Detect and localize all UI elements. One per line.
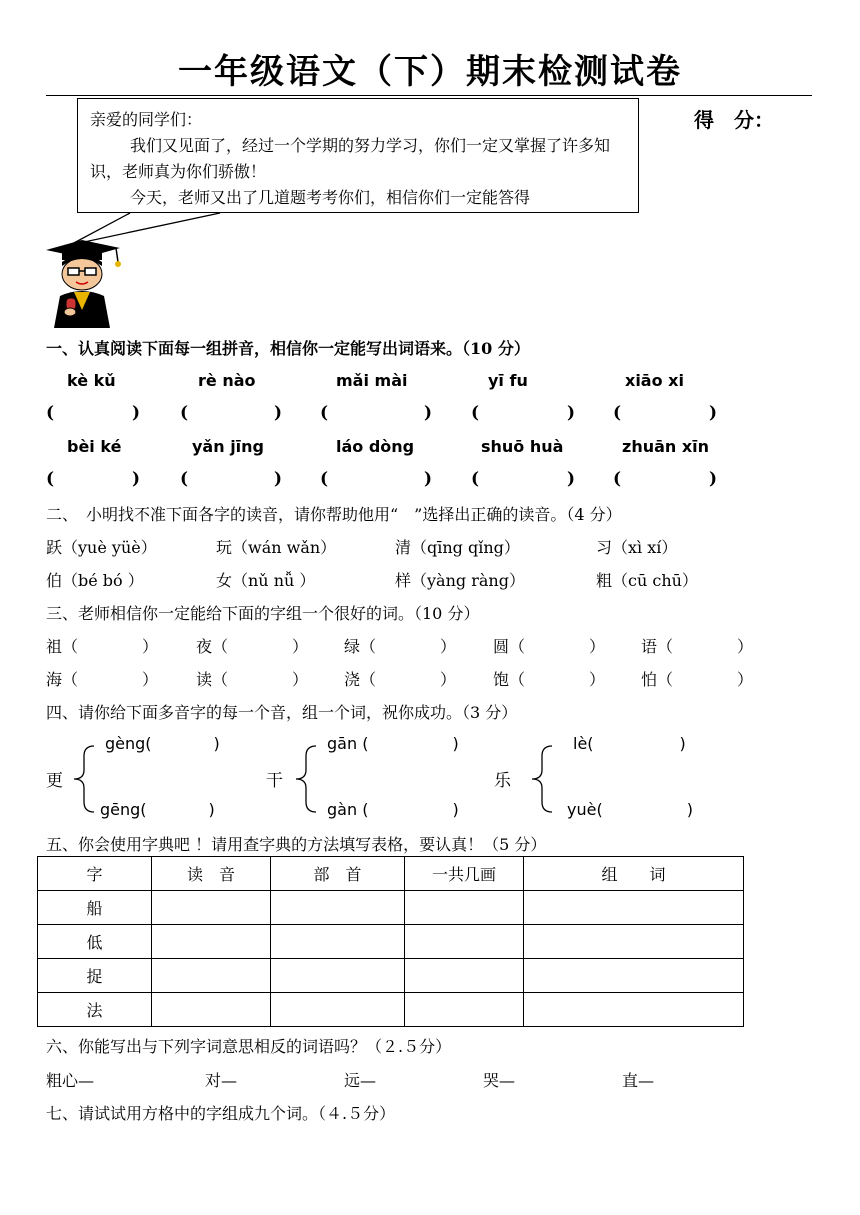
table-char-cell: 低	[38, 925, 152, 959]
answer-cell[interactable]	[524, 959, 744, 993]
s1-pinyin-6: bèi ké	[67, 437, 122, 456]
s1-pinyin-7: yǎn jīng	[192, 437, 264, 456]
answer-cell[interactable]	[271, 959, 405, 993]
s4-char-geng: 更	[46, 771, 63, 791]
s1-blank-open: (	[46, 469, 55, 489]
s4-char-gan: 干	[266, 771, 283, 791]
section4-heading: 四、请你给下面多音字的每一个音，组一个词，祝你成功。（3 分）	[46, 703, 518, 722]
brace-icon	[292, 744, 320, 814]
s2-item-7: 样（yàng ràng）	[395, 571, 525, 590]
s3-char: 海	[46, 670, 63, 689]
brace-icon	[70, 744, 98, 814]
s1-blank-open: (	[471, 403, 480, 423]
s1-blank-open: (	[180, 403, 189, 423]
s3-char: 饱	[493, 670, 510, 689]
answer-cell[interactable]	[524, 891, 744, 925]
s1-blank-open: (	[471, 469, 480, 489]
greeting-line1: 亲爱的同学们：	[90, 110, 203, 129]
s1-pinyin-5: xiāo xi	[625, 371, 684, 390]
s1-pinyin-1: kè kǔ	[67, 371, 116, 390]
s1-blank-close: )	[709, 469, 718, 489]
section6-heading: 六、你能写出与下列字词意思相反的词语吗？（２.５分）	[46, 1037, 452, 1056]
answer-cell[interactable]	[405, 993, 524, 1027]
answer-cell[interactable]	[405, 959, 524, 993]
section5-heading: 五、你会使用字典吧 ！请用查字典的方法填写表格，要认真！（5 分）	[46, 835, 547, 854]
table-header: 组 词	[524, 857, 744, 891]
teacher-cartoon-icon	[42, 236, 132, 330]
s1-blank-close: )	[567, 469, 576, 489]
table-row	[38, 993, 744, 1027]
s6-item-2: 对—	[205, 1071, 238, 1090]
s1-pinyin-8: láo dòng	[336, 437, 415, 456]
s3-char: 祖	[46, 637, 63, 656]
answer-cell[interactable]	[524, 925, 744, 959]
answer-cell[interactable]	[405, 891, 524, 925]
table-char-cell: 捉	[38, 959, 152, 993]
s4-gan-bottom: gàn (	[327, 800, 369, 819]
s6-item-4: 哭—	[483, 1071, 516, 1090]
page-title: 一年级语文（下）期末检测试卷	[178, 52, 682, 92]
s1-pinyin-4: yī fu	[488, 371, 528, 390]
answer-cell[interactable]	[271, 993, 405, 1027]
answer-cell[interactable]	[271, 891, 405, 925]
s2-item-6: 女（nǔ nǚ ）	[216, 571, 316, 590]
s1-blank-close: )	[132, 469, 141, 489]
s1-blank-open: (	[46, 403, 55, 423]
greeting-line3: 今天，老师又出了几道题考考你们，相信你们一定能答得	[130, 188, 531, 207]
s1-pinyin-2: rè nào	[198, 371, 256, 390]
s6-item-5: 直—	[622, 1071, 655, 1090]
s4-gan-top: gān (	[327, 734, 369, 753]
s3-char: 读	[196, 670, 213, 689]
s1-blank-close: )	[274, 469, 283, 489]
s3-char: 圆	[493, 637, 510, 656]
s6-item-3: 远—	[344, 1071, 377, 1090]
s1-blank-open: (	[613, 403, 622, 423]
s1-blank-close: )	[424, 403, 433, 423]
s3-char: 语	[641, 637, 658, 656]
table-char-cell: 船	[38, 891, 152, 925]
s1-blank-open: (	[180, 469, 189, 489]
s2-item-3: 清（qīng qǐng）	[395, 538, 520, 557]
table-row	[38, 959, 744, 993]
answer-cell[interactable]	[152, 993, 271, 1027]
table-char-cell: 法	[38, 993, 152, 1027]
table-header: 部 首	[271, 857, 405, 891]
s2-item-1: 跃（yuè yüè）	[46, 538, 157, 557]
s1-pinyin-10: zhuān xīn	[622, 437, 710, 456]
s2-item-8: 粗（cū chū）	[596, 571, 698, 590]
greeting-bubble	[77, 98, 639, 213]
s1-pinyin-3: mǎi mài	[336, 371, 408, 390]
s1-blank-open: (	[320, 469, 329, 489]
answer-cell[interactable]	[405, 925, 524, 959]
table-row	[38, 925, 744, 959]
greeting-line2: 我们又见面了，经过一个学期的努力学习，你们一定又掌握了许多知识，老师真为你们骄傲！	[90, 136, 611, 181]
section2-heading: 二、 小明找不准下面各字的读音，请你帮助他用“ ”选择出正确的读音。（4 分）	[46, 505, 622, 524]
dictionary-table	[37, 856, 744, 1027]
s3-char: 浇	[344, 670, 361, 689]
answer-cell[interactable]	[524, 993, 744, 1027]
s4-le-bottom: yuè(	[567, 800, 603, 819]
s3-char: 怕	[641, 670, 658, 689]
s2-item-4: 习（xì xí）	[596, 538, 678, 557]
table-header: 字	[38, 857, 152, 891]
table-header: 读 音	[152, 857, 271, 891]
s2-item-5: 伯（bé bó ）	[46, 571, 144, 590]
section1-heading: 一、认真阅读下面每一组拼音，相信你一定能写出词语来。（10 分）	[46, 339, 530, 358]
s6-item-1: 粗心—	[46, 1071, 95, 1090]
s1-blank-close: )	[567, 403, 576, 423]
s4-geng-top: gèng(	[105, 734, 152, 753]
score-label: 得 分：	[694, 108, 774, 132]
answer-cell[interactable]	[152, 959, 271, 993]
s1-blank-open: (	[613, 469, 622, 489]
s3-char: 夜	[196, 637, 213, 656]
s1-blank-close: )	[132, 403, 141, 423]
s4-char-le: 乐	[494, 771, 511, 791]
s1-blank-open: (	[320, 403, 329, 423]
brace-icon	[528, 744, 556, 814]
section3-heading: 三、老师相信你一定能给下面的字组一个很好的词。（10 分）	[46, 604, 480, 623]
title-rule	[46, 95, 812, 96]
table-row	[38, 891, 744, 925]
table-header-row	[38, 857, 744, 891]
answer-cell[interactable]	[271, 925, 405, 959]
s4-le-top: lè(	[573, 734, 594, 753]
section7-heading: 七、请试试用方格中的字组成九个词。（４.５分）	[46, 1104, 396, 1123]
s4-geng-bottom: gēng(	[100, 800, 147, 819]
s2-item-2: 玩（wán wǎn）	[216, 538, 337, 557]
s1-blank-close: )	[424, 469, 433, 489]
answer-cell[interactable]	[152, 925, 271, 959]
s3-char: 绿	[344, 637, 361, 656]
s1-blank-close: )	[274, 403, 283, 423]
s1-pinyin-9: shuō huà	[481, 437, 564, 456]
s1-blank-close: )	[709, 403, 718, 423]
answer-cell[interactable]	[152, 891, 271, 925]
table-header: 一共几画	[405, 857, 524, 891]
